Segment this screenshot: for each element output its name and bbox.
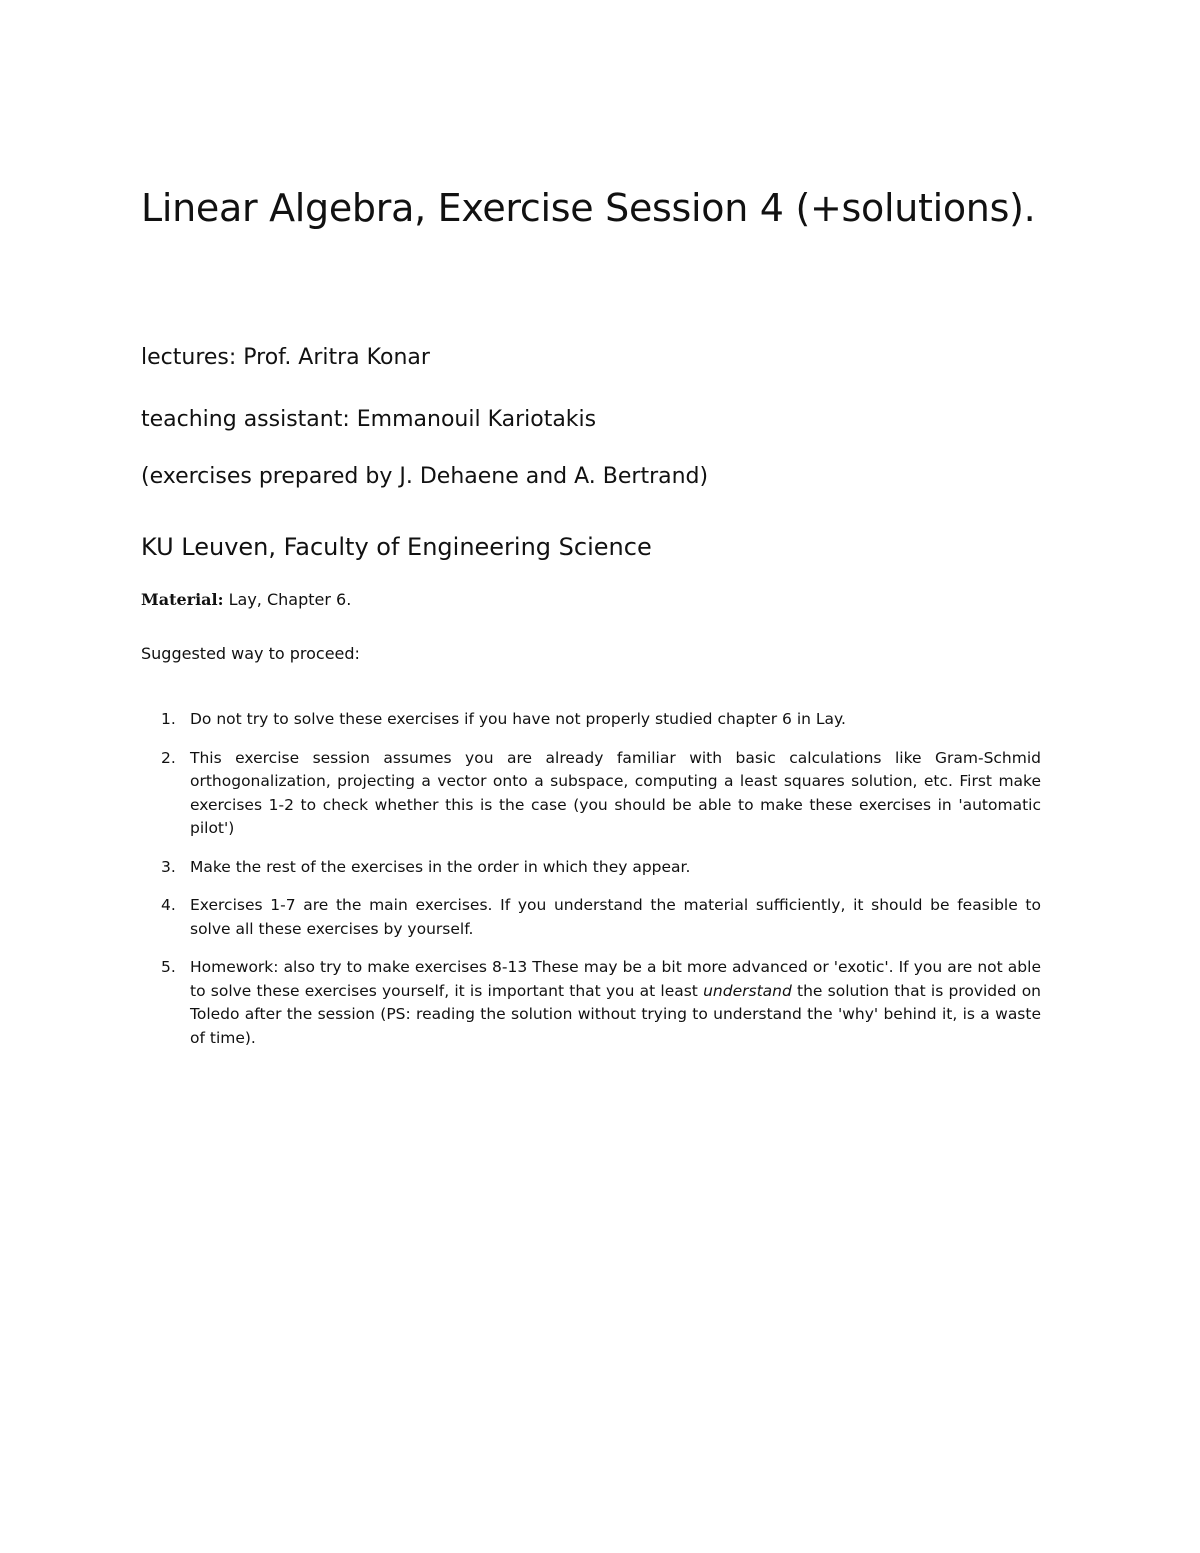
step-item	[141, 708, 1041, 732]
step-number: 5.	[161, 958, 176, 976]
step-text: Do not try to solve these exercises if you have not properly studied chapter 6 in Lay.	[190, 710, 846, 728]
step-number: 2.	[161, 748, 176, 767]
step-text-after: the solution that is provided on Toledo after the session (PS: reading the solution without trying to understand the 'why' behind it, is a waste of time).	[190, 981, 1042, 1047]
material-label: Material:	[141, 590, 224, 609]
steps-list	[141, 708, 1041, 1065]
step-item	[141, 894, 1041, 941]
lecturer-line: lectures: Prof. Aritra Konar	[141, 345, 430, 370]
document-title: Linear Algebra, Exercise Session 4 (+solutions).	[141, 186, 1036, 230]
material-text: Lay, Chapter 6.	[223, 590, 352, 609]
institution-line: KU Leuven, Faculty of Engineering Science	[141, 533, 652, 561]
prepared-by-line: (exercises prepared by J. Dehaene and A. Bertrand)	[141, 464, 709, 489]
material-line	[141, 590, 351, 609]
step-number: 1.	[161, 710, 176, 728]
step-text: Exercises 1-7 are the main exercises. If you understand the material sufficiently, it should be feasible to solve all these exercises by yourself.	[190, 896, 1041, 938]
step-number: 4.	[161, 896, 176, 914]
step-item	[141, 747, 1041, 841]
step-item	[141, 956, 1041, 1050]
suggested-heading: Suggested way to proceed:	[141, 644, 360, 663]
step-text: Make the rest of the exercises in the order in which they appear.	[190, 857, 691, 876]
teaching-assistant-line: teaching assistant: Emmanouil Kariotakis	[141, 407, 597, 432]
step-text: This exercise session assumes you are already familiar with basic calculations like Gram-Schmid orthogonalization, projecting a vector onto a subspace, computing a least squares solution, etc. First make exercises 1-2 to check whether this is the case (you should be able to make these exercises in 'automatic pilot')	[190, 748, 1041, 837]
step-emphasis: understand	[703, 981, 792, 1000]
step-number: 3.	[161, 857, 176, 876]
step-item	[141, 856, 1041, 880]
step-text-before: Homework: also try to make exercises 8-13 These may be a bit more advanced or 'exotic'. If you are not able to solve these exercises yourself, it is important that you at least	[190, 958, 1041, 1000]
